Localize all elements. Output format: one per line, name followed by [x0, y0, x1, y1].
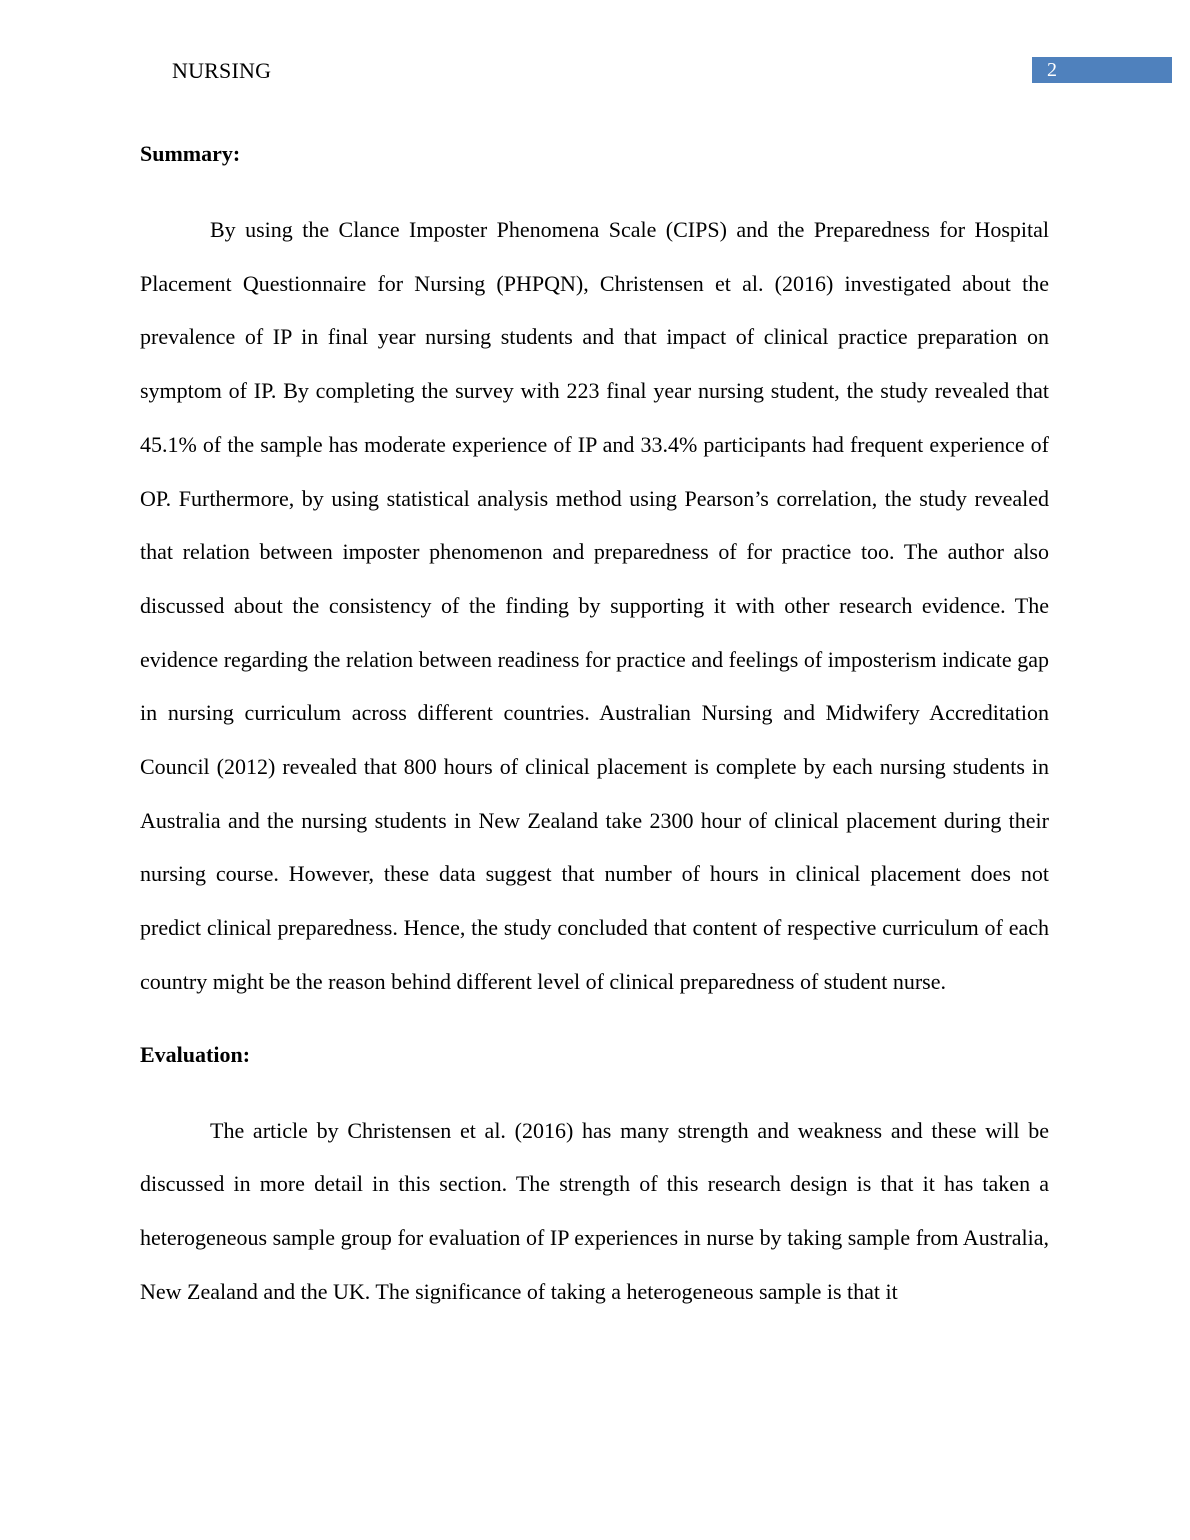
- summary-heading: Summary:: [140, 141, 241, 166]
- summary-paragraph: By using the Clance Imposter Phenomena Scale (CIPS) and the Preparedness for Hospital Placement Questionnaire for Nursing (PHPQN), Christensen et al. (2016) investigated about the prevalence of IP in final year nursing students and that impact of clinical practice preparation on symptom of IP. By completing the survey with 223 final year nursing student, the study revealed that 45.1% of the sample has moderate experience of IP and 33.4% participants had frequent experience of OP. Furthermore, by using statistical analysis method using Pearson’s correlation, the study revealed that relation between imposter phenomenon and preparedness of for practice too. The author also discussed about the consistency of the finding by supporting it with other research evidence. The evidence regarding the relation between readiness for practice and feelings of imposterism indicate gap in nursing curriculum across different countries. Australian Nursing and Midwifery Accreditation Council (2012) revealed that 800 hours of clinical placement is complete by each nursing students in Australia and the nursing students in New Zealand take 2300 hour of clinical placement during their nursing course. However, these data suggest that number of hours in clinical placement does not predict clinical preparedness. Hence, the study concluded that content of respective curriculum of each country might be the reason behind different level of clinical preparedness of student nurse.: [140, 217, 1049, 994]
- page-number: 2: [1047, 59, 1057, 81]
- page-number-box: [1032, 57, 1172, 83]
- running-head: NURSING: [172, 58, 272, 83]
- document-body: [140, 138, 1049, 1318]
- evaluation-heading: Evaluation:: [140, 1041, 251, 1067]
- evaluation-paragraph: The article by Christensen et al. (2016) has many strength and weakness and these will be discussed in more detail in this section. The strength of this research design is that it has taken a heterogeneous sample group for evaluation of IP experiences in nurse by taking sample from Australia, New Zealand and the UK. The significance of taking a heterogeneous sample is that it: [140, 1117, 1049, 1304]
